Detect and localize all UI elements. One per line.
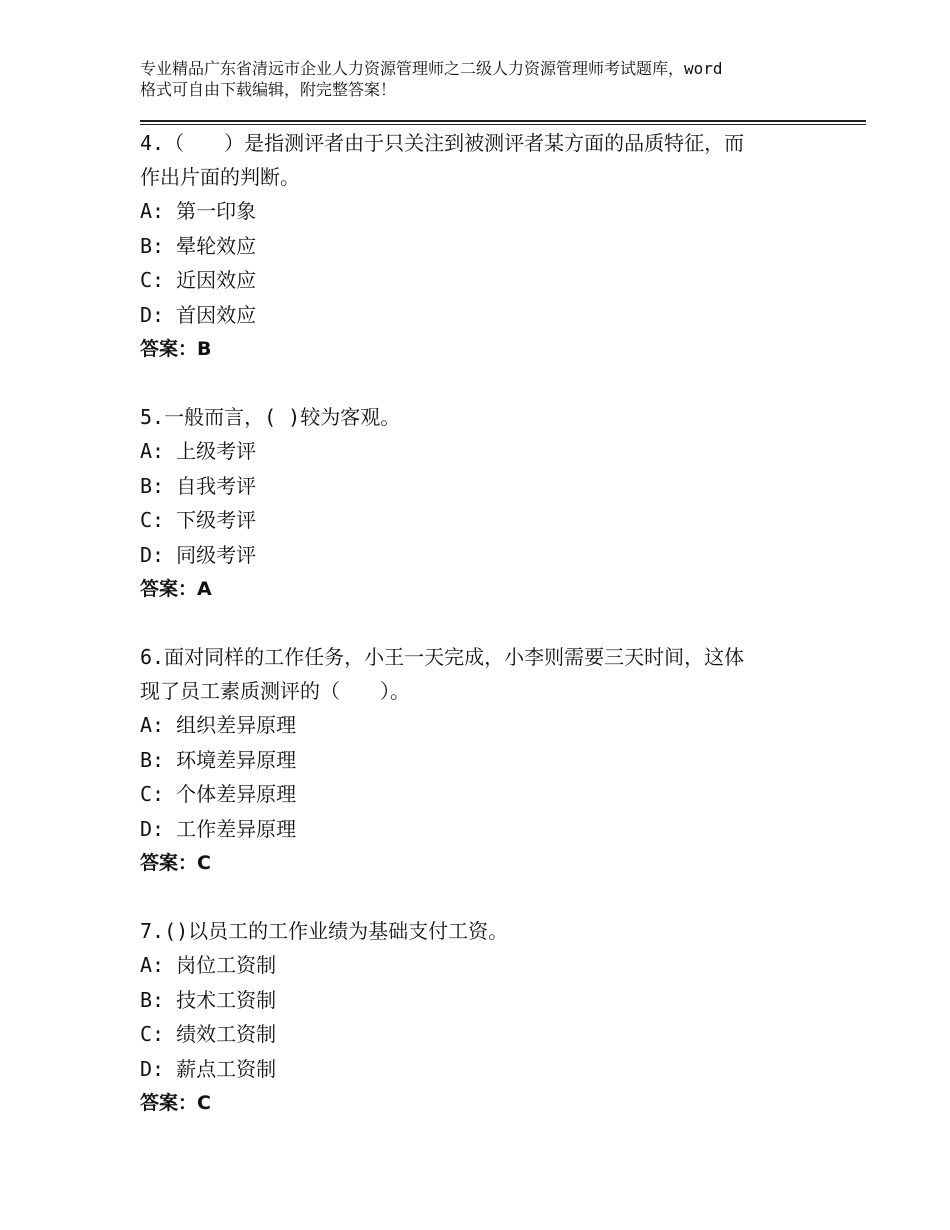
option-a: A: 第一印象: [140, 199, 257, 223]
option-b: B: 环境差异原理: [140, 747, 297, 772]
option-b: B: 晕轮效应: [140, 233, 257, 258]
answer-label: 答案：C: [140, 852, 211, 874]
option-a: A: 组织差异原理: [140, 713, 297, 737]
option-d: D: 薪点工资制: [140, 1056, 277, 1081]
header-rule-thick: [140, 120, 866, 122]
option-c: C: 近因效应: [140, 268, 257, 292]
question-stem-line: 现了员工素质测评的（ ）。: [140, 679, 410, 703]
answer-label: 答案：B: [140, 338, 212, 360]
answer-label: 答案：A: [140, 578, 212, 600]
question-4: [140, 126, 820, 366]
question-stem-line: 6.面对同样的工作任务，小王一天完成，小李则需要三天时间，这体: [140, 645, 745, 669]
option-c: C: 下级考评: [140, 508, 257, 532]
document-header: [140, 58, 840, 100]
answer-label: 答案：C: [140, 1092, 211, 1114]
option-b: B: 自我考评: [140, 473, 257, 498]
question-6: [140, 640, 820, 880]
question-stem-line: 作出片面的判断。: [140, 165, 300, 189]
option-d: D: 工作差异原理: [140, 816, 297, 841]
option-c: C: 绩效工资制: [140, 1022, 277, 1046]
option-a: A: 上级考评: [140, 439, 257, 463]
header-rule-thin: [140, 124, 866, 125]
question-stem-line: 7.()以员工的工作业绩为基础支付工资。: [140, 919, 509, 943]
question-5: [140, 400, 820, 606]
option-b: B: 技术工资制: [140, 987, 277, 1012]
question-list: [140, 126, 820, 1154]
option-c: C: 个体差异原理: [140, 782, 297, 806]
question-7: [140, 914, 820, 1120]
question-stem-line: 5.一般而言，( )较为客观。: [140, 405, 401, 429]
option-d: D: 首因效应: [140, 302, 257, 327]
option-d: D: 同级考评: [140, 542, 257, 567]
header-line-2: 格式可自由下载编辑，附完整答案！: [140, 80, 397, 99]
question-stem-line: 4.（ ）是指测评者由于只关注到被测评者某方面的品质特征，而: [140, 131, 745, 155]
header-line-1: 专业精品广东省清远市企业人力资源管理师之二级人力资源管理师考试题库，word: [140, 59, 723, 78]
option-a: A: 岗位工资制: [140, 953, 277, 977]
